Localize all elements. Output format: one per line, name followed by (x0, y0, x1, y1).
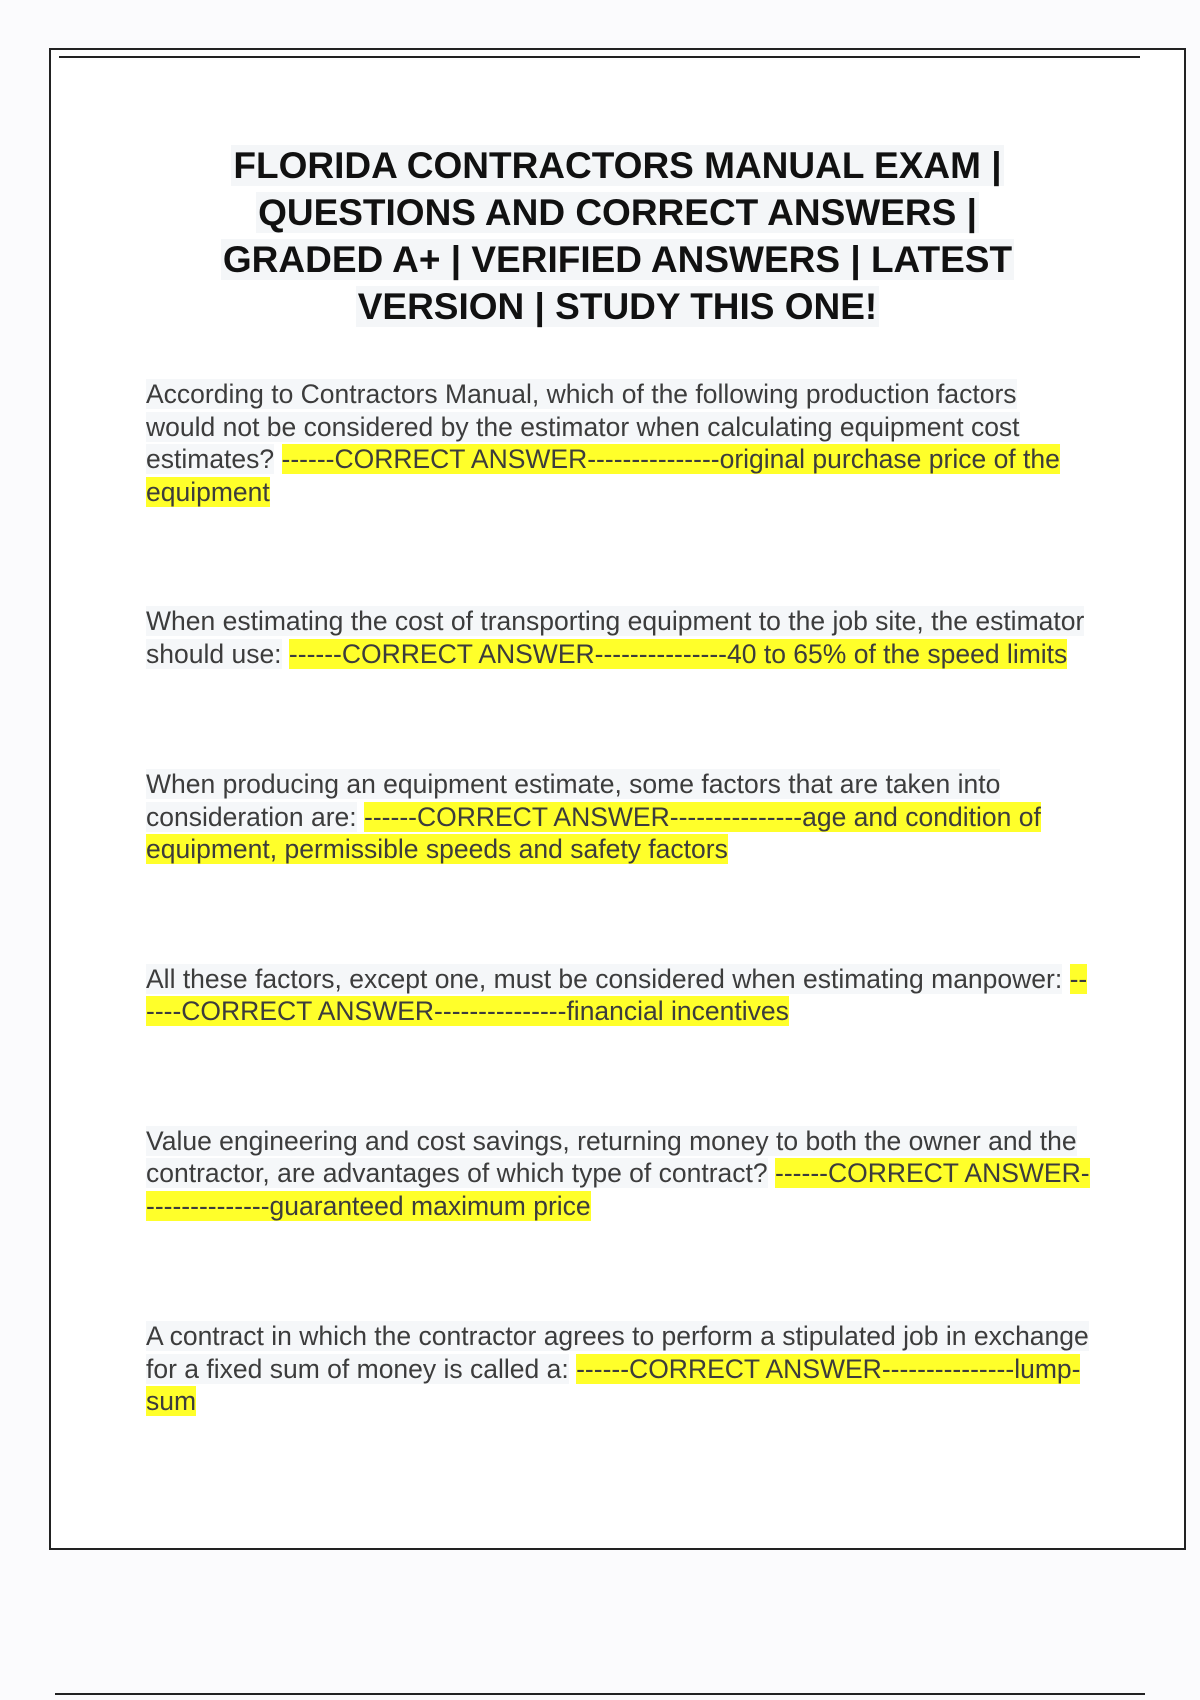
document-title (131, 142, 1104, 330)
answer-text: age and condition of equipment, permissible speeds and safety factors (146, 801, 1041, 864)
answer-marker: ------CORRECT ANSWER--------------- (146, 963, 1088, 1026)
answer-marker: ------CORRECT ANSWER--------------- (364, 801, 803, 832)
answer-marker: ------CORRECT ANSWER--------------- (146, 1158, 1090, 1221)
answer-marker: ------CORRECT ANSWER--------------- (288, 638, 727, 669)
question-text: When estimating the cost of transporting equipment to the job site, the estimator should use: (146, 606, 1085, 669)
question-text: A contract in which the contractor agrees to perform a stipulated job in exchange for a fixed sum of money is called a: (146, 1321, 1089, 1384)
question-text: According to Contractors Manual, which of the following production factors would not be considered by the estimator when calculating equipment cost estimates? (146, 379, 1020, 474)
title-line-4: VERSION | STUDY THIS ONE! (357, 286, 878, 327)
top-rule (59, 56, 1140, 58)
answer-marker: ------CORRECT ANSWER--------------- (281, 444, 720, 474)
answer-text: financial incentives (566, 996, 789, 1026)
title-line-2: QUESTIONS AND CORRECT ANSWERS | (258, 192, 977, 233)
answer-highlight (146, 444, 1060, 507)
answer-text: guaranteed maximum price (269, 1190, 591, 1221)
title-line-1: FLORIDA CONTRACTORS MANUAL EXAM | (233, 145, 1002, 186)
question-text: Value engineering and cost savings, returning money to both the owner and the contractor, are advantages of which type of contract? (146, 1125, 1077, 1188)
answer-text: 40 to 65% of the speed limits (727, 638, 1068, 669)
title-line-3: GRADED A+ | VERIFIED ANSWERS | LATEST (222, 239, 1013, 280)
qa-item-3 (146, 768, 1091, 866)
question-text: All these factors, except one, must be considered when estimating manpower: (146, 963, 1063, 994)
qa-list (146, 378, 1091, 1418)
qa-item-4 (146, 963, 1091, 1028)
qa-item-6 (146, 1320, 1091, 1418)
answer-text: original purchase price of the equipment (146, 444, 1060, 507)
qa-item-5 (146, 1125, 1091, 1223)
answer-text: lump-sum (146, 1353, 1081, 1416)
bottom-rule (55, 1693, 1145, 1695)
answer-highlight (289, 639, 1067, 669)
answer-marker: ------CORRECT ANSWER--------------- (576, 1353, 1015, 1384)
qa-item-1 (146, 378, 1091, 508)
qa-item-2 (146, 605, 1091, 670)
page-frame (49, 48, 1186, 1550)
question-text: When producing an equipment estimate, some factors that are taken into consideration are: (146, 769, 1001, 832)
